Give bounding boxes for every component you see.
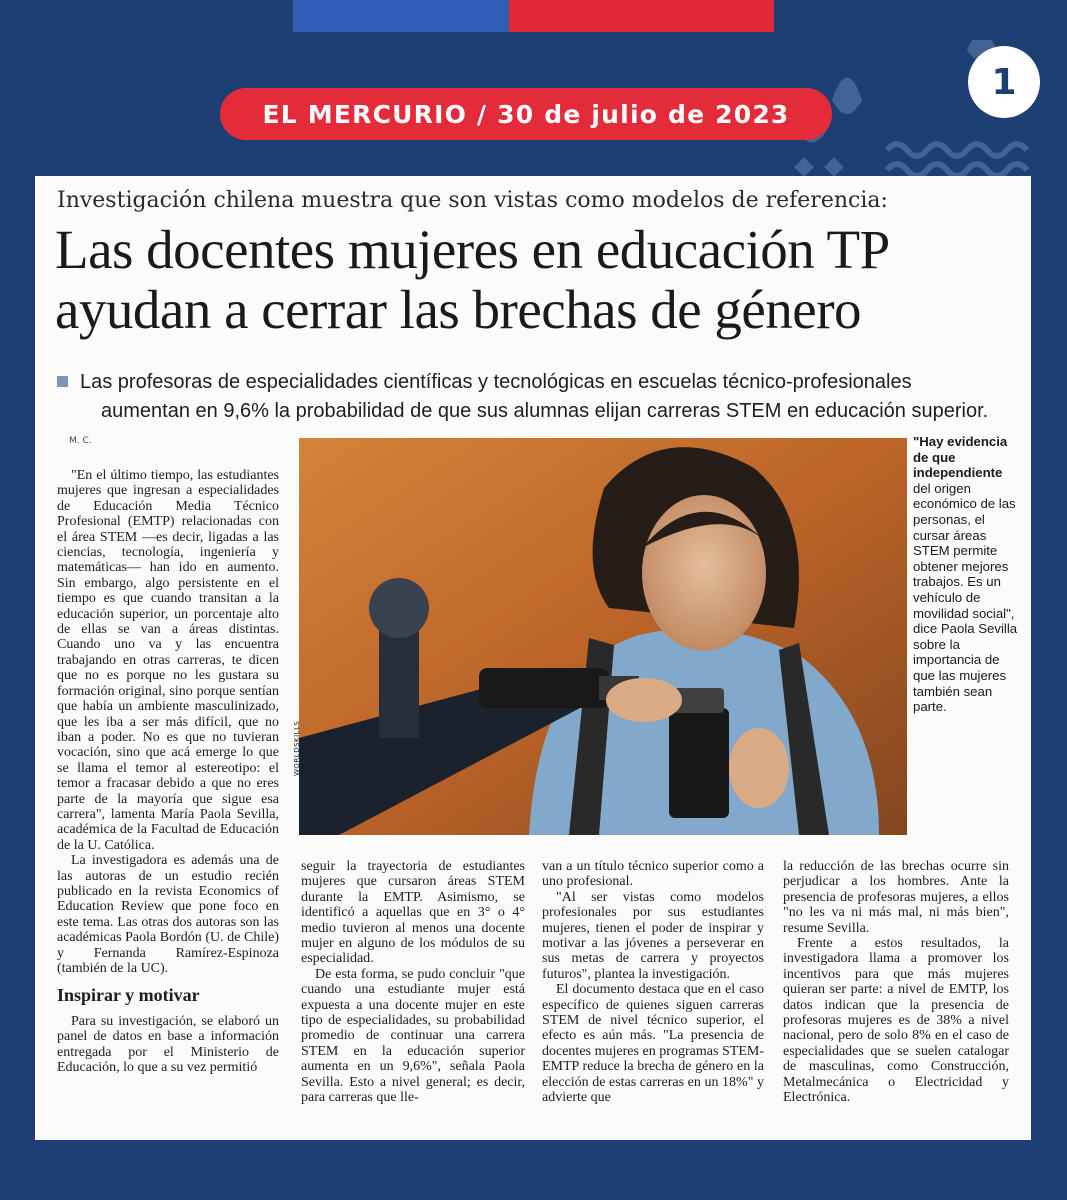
headline-line: Las docentes mujeres en educación TP xyxy=(55,219,890,280)
paragraph: Para su investigación, se elaboró un panel de datos en base a información entregada por el Ministerio de Educación, lo que a su vez permitió xyxy=(57,1013,279,1076)
article-kicker: Investigación chilena muestra que son vistas como modelos de referencia: xyxy=(57,188,888,213)
photo-credit: WORLDSKILLS xyxy=(293,720,301,776)
subheading: Inspirar y motivar xyxy=(57,985,200,1006)
paragraph: van a un título técnico superior como a uno profesional. xyxy=(542,859,764,890)
column-2 xyxy=(301,859,525,1106)
paragraph: la reducción de las brechas ocurre sin perjudicar a los hombres. Ante la presencia de profesoras mujeres, a ellos "no les va ni más mal, ni más bien", resume Sevilla. xyxy=(783,859,1009,936)
headline-line: ayudan a cerrar las brechas de género xyxy=(55,279,862,340)
paragraph: "Al ser vistas como modelos profesionales por sus estudiantes mujeres, tienen el poder de inspirar y motivar a las jóvenes a perseverar en sus metas de carrera y proyectos futuros", plantea la investigación. xyxy=(542,889,764,982)
page-number-badge: 1 xyxy=(968,46,1040,118)
paragraph: seguir la trayectoria de estudiantes mujeres que cursaron áreas STEM durante la EMTP. Asimismo, se identificó a aquellas que en 3° o 4° medio tuvieron al menos una docente mujer en alguno de los módulos de su especialidad. xyxy=(301,859,525,967)
paragraph: El documento destaca que en el caso específico de quienes siguen carreras STEM de nivel técnico superior, el efecto es aún más. "La presencia de docentes mujeres en programas STEM-EMTP reduce la brecha de género en la elección de estas carreras en un 18%" y advierte que xyxy=(542,982,764,1106)
pull-quote xyxy=(913,434,1023,715)
paragraph: Frente a estos resultados, la investigadora llama a promover los incentivos para que más mujeres quieran ser parte: a nivel de EMTP, los datos indican que la presencia de profesoras mujeres es de 38% a nivel nacional, pero de solo 8% en el caso de especialidades que se suelen catalogar de masculinas, como Construcción, Metalmecánica o Electricidad y Electrónica. xyxy=(783,936,1009,1106)
paragraph: La investigadora es además una de las autoras de un estudio recién publicado en la revista Economics of Education Review que pone foco en este tema. Las otras dos autoras son las académicas Paola Bordón (U. de Chile) y Fernanda Ramírez-Espinoza (también de la UC). xyxy=(57,853,279,976)
deck-line: Las profesoras de especialidades científicas y tecnológicas en escuelas técnico-profesionales xyxy=(80,371,912,393)
pull-quote-text: del origen económico de las personas, el cursar áreas STEM permite obtener mejores trabajos. Es un vehículo de movilidad social", dice Paola Sevilla sobre la importancia de que las mujeres también sean parte. xyxy=(913,480,1018,715)
byline: M. C. xyxy=(69,436,92,446)
article-deck xyxy=(57,368,1017,426)
column-1 xyxy=(57,468,279,1075)
flag-stripe-blue xyxy=(293,0,509,32)
column-3 xyxy=(542,859,764,1106)
deck-line: aumentan en 9,6% la probabilidad de que sus alumnas elijan carreras STEM en educación superior. xyxy=(101,400,989,422)
student-microscope-photo xyxy=(299,438,907,835)
newspaper-clipping xyxy=(35,176,1031,1140)
pull-quote-bold: "Hay evidencia de que independiente xyxy=(913,434,1008,481)
column-4 xyxy=(783,859,1009,1106)
paragraph: "En el último tiempo, las estudiantes mujeres que ingresan a especialidades de Educación Media Técnico Profesional (EMTP) relacionadas con el área STEM —es decir, ligadas a las ciencias, tecnología, ingeniería y matemáticas— han ido en aumento. Sin embargo, algo persistente en el tiempo es que cuando transitan a la educación superior, un porcentaje alto de ellas se van a áreas distintas. Cuando uno va y las encuentra trabajando en otras carreras, te dicen que no es porque no les gustara su formación original, sino porque sentían que había un ambiente masculinizado, que les iba a ser más difícil, que no iban a poder. No es que no tuvieran vocación, sino que acá emerge lo que se llama el temor al estereotipo: el temor a fracasar debido a que no eres parte de la mayoría que sigue esa carrera", lamenta María Paola Sevilla, académica de la Facultad de Educación de la U. Católica. xyxy=(57,468,279,853)
square-bullet-icon xyxy=(57,376,68,387)
source-date-pill: EL MERCURIO / 30 de julio de 2023 xyxy=(220,88,832,140)
paragraph: De esta forma, se pudo concluir "que cuando una estudiante mujer está expuesta a una docente mujer en este tipo de especialidades, su probabilidad promedio de continuar una carrera STEM en la educación superior aumenta en un 9,6%", señala Paola Sevilla. Esto a nivel general; es decir, para carreras que lle- xyxy=(301,966,525,1106)
flag-stripe-red xyxy=(509,0,774,32)
article-headline xyxy=(55,220,1025,340)
